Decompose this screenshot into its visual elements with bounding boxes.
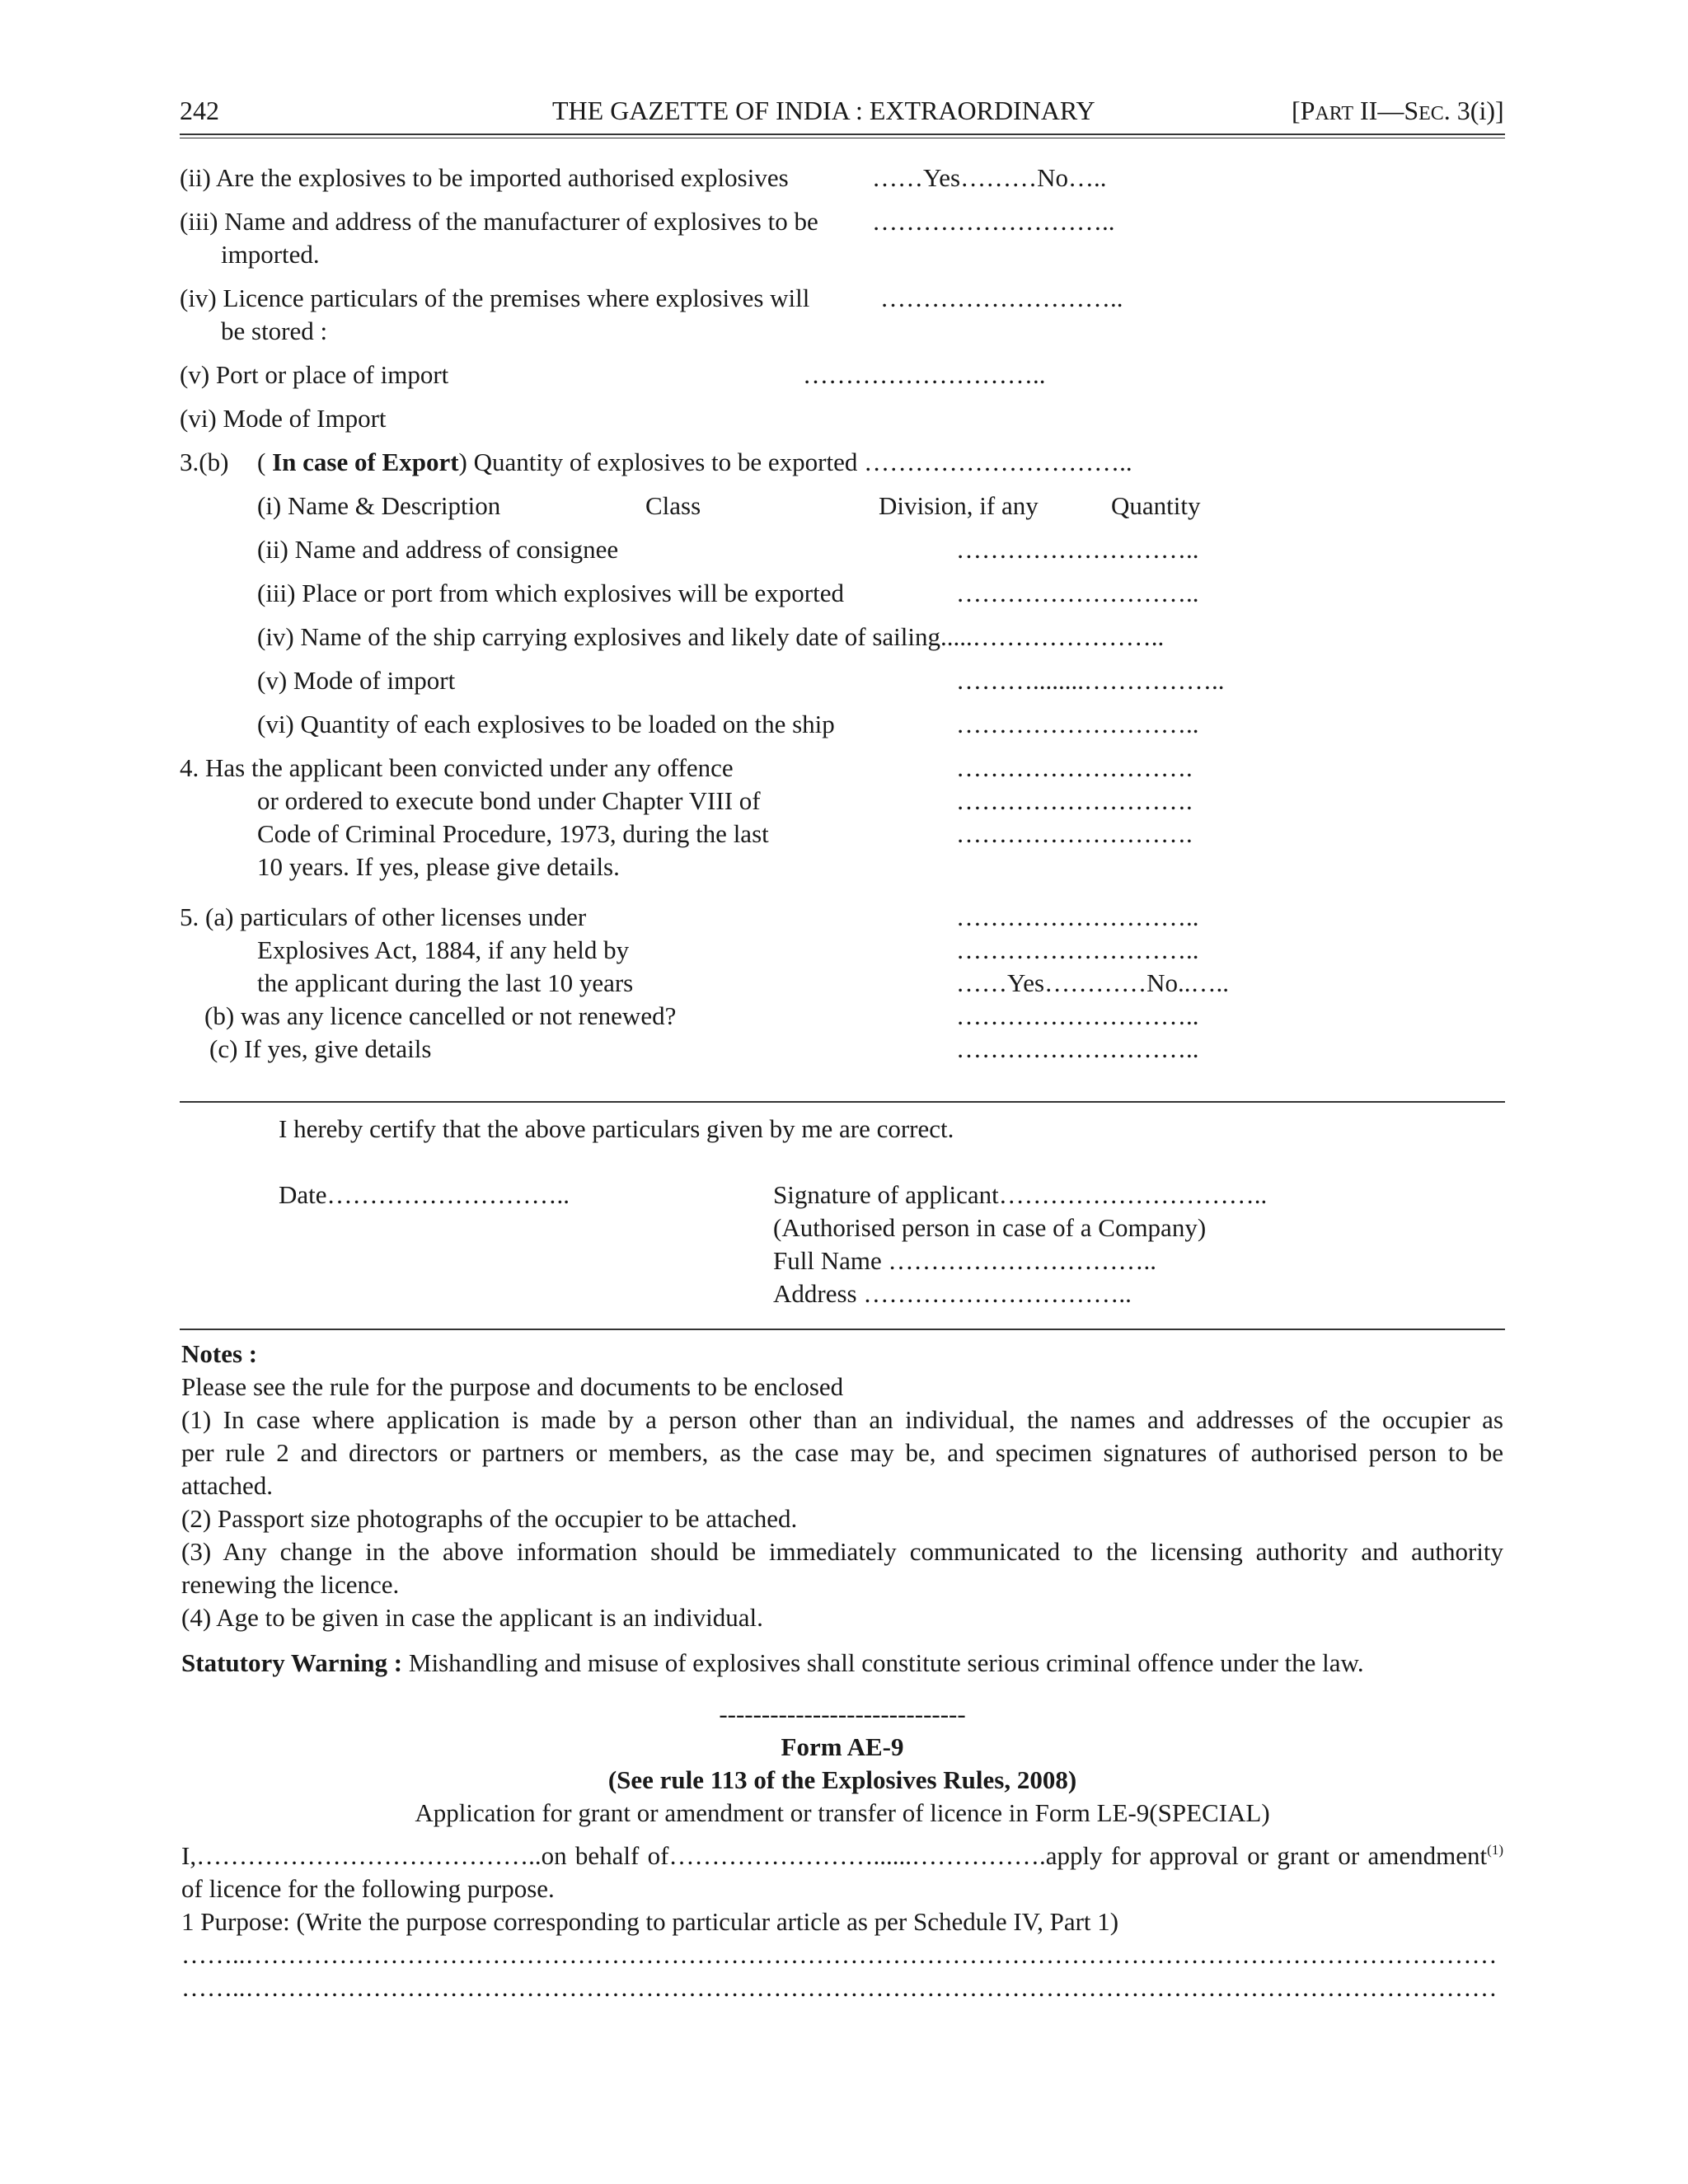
notes-heading: Notes :: [181, 1339, 258, 1368]
q5-value-5: ………………………..: [956, 1034, 1199, 1063]
export-q2-label: (ii) Name and address of consignee: [257, 535, 619, 564]
gazette-title: THE GAZETTE OF INDIA : EXTRAORDINARY: [552, 96, 1095, 125]
q4-line-3: Code of Criminal Procedure, 1973, during the last: [257, 819, 769, 848]
export-q6-value: ………………………..: [956, 710, 1199, 738]
form-dotted-line-1: ……..…………………………………………………………………………………………………………………………………: [181, 1940, 1498, 1969]
import-q3-value: ………………………..: [872, 207, 1115, 236]
export-number: 3.(b): [180, 448, 229, 476]
import-q2-value: ……Yes………No…..: [872, 163, 1107, 192]
q5-line-5: (c) If yes, give details: [209, 1034, 432, 1063]
import-q5-label: (v) Port or place of import: [180, 360, 449, 389]
form-subtitle: (See rule 113 of the Explosives Rules, 2008): [607, 1765, 1077, 1794]
export-q5-label: (v) Mode of import: [257, 666, 456, 695]
export-q6-label: (vi) Quantity of each explosives to be loaded on the ship: [257, 710, 835, 738]
form-purpose: 1 Purpose: (Write the purpose corresponding to particular article as per Schedule IV, Part 1): [181, 1907, 1119, 1936]
import-q3-label-cont: imported.: [221, 240, 320, 269]
import-q5-value: ………………………..: [803, 360, 1046, 389]
export-col-name: (i) Name & Description: [257, 491, 501, 520]
certification-signature: Signature of applicant…………………………..: [773, 1180, 1268, 1209]
import-q4-value: ………………………..: [880, 284, 1123, 312]
export-q5-value: ………........……………..: [956, 666, 1225, 695]
import-q2-label: (ii) Are the explosives to be imported authorised explosives: [180, 163, 789, 192]
notes-line-1c: attached.: [181, 1471, 274, 1500]
notes-line-0: Please see the rule for the purpose and documents to be enclosed: [181, 1372, 844, 1401]
notes-line-2: (2) Passport size photographs of the occupier to be attached.: [181, 1504, 798, 1533]
form-applicant-line: I,…………………………………..on behalf of……………………......…………….apply for approval or grant or amendment$^{(1)}$: [181, 1841, 1503, 1870]
certification-date: Date………………………..: [279, 1180, 570, 1209]
notes-rule-top: [180, 1329, 1505, 1330]
q5-line-3: the applicant during the last 10 years: [257, 968, 634, 997]
q4-line-2: or ordered to execute bond under Chapter VIII of: [257, 786, 761, 815]
form-dotted-line-2: ……..…………………………………………………………………………………………………………………………………: [181, 1973, 1498, 2002]
q5-line-4: (b) was any licence cancelled or not renewed?: [204, 1001, 677, 1030]
export-col-class: Class: [645, 491, 701, 520]
notes-line-3b: renewing the licence.: [181, 1570, 400, 1599]
notes-line-3a: (3) Any change in the above information should be immediately communicated to the licensing authority and authority: [181, 1537, 1503, 1566]
form-separator: -----------------------------: [719, 1699, 966, 1728]
q4-line-4: 10 years. If yes, please give details.: [257, 852, 620, 881]
export-q3-value: ………………………..: [956, 579, 1199, 607]
certification-statement: I hereby certify that the above particulars given by me are correct.: [279, 1114, 954, 1143]
form-title: Form AE-9: [781, 1732, 904, 1761]
import-q6-label: (vi) Mode of Import: [180, 404, 387, 433]
q5-value-1: ………………………..: [956, 902, 1199, 931]
q5-value-4: ………………………..: [956, 1001, 1199, 1030]
part-section-label: [PART II—SEC. 3(i)]: [1292, 96, 1504, 125]
notes-line-1b: per rule 2 and directors or partners or members, as the case may be, and specimen signatures of authorised person to be: [181, 1438, 1503, 1467]
certification-authorised: (Authorised person in case of a Company): [773, 1213, 1207, 1242]
page-number: 242: [180, 96, 219, 125]
certification-address: Address …………………………..: [773, 1279, 1132, 1308]
header-rule-top: [180, 134, 1505, 135]
form-applicant-line-cont: of licence for the following purpose.: [181, 1874, 555, 1903]
export-col-quantity: Quantity: [1111, 491, 1201, 520]
export-q3-label: (iii) Place or port from which explosives will be exported: [257, 579, 844, 607]
export-heading: ( In case of Export) Quantity of explosives to be exported …………………………..: [257, 448, 1132, 476]
q5-line-2: Explosives Act, 1884, if any held by: [257, 935, 630, 964]
q4-value-2: ……………………….: [956, 786, 1193, 815]
export-q2-value: ………………………..: [956, 535, 1199, 564]
q5-line-1: 5. (a) particulars of other licenses under: [180, 902, 587, 931]
import-q4-label-cont: be stored :: [221, 316, 328, 345]
statutory-warning: Statutory Warning : Mishandling and misuse of explosives shall constitute serious criminal offence under the law.: [181, 1648, 1364, 1677]
notes-line-4: (4) Age to be given in case the applicant is an individual.: [181, 1603, 763, 1632]
import-q4-label: (iv) Licence particulars of the premises where explosives will: [180, 284, 810, 312]
q4-line-1: 4. Has the applicant been convicted under any offence: [180, 753, 734, 782]
form-description: Application for grant or amendment or transfer of licence in Form LE-9(SPECIAL): [415, 1798, 1270, 1827]
q4-value-3: ……………………….: [956, 819, 1193, 848]
q4-value-1: ……………………….: [956, 753, 1193, 782]
export-col-division: Division, if any: [879, 491, 1039, 520]
import-q3-label: (iii) Name and address of the manufacturer of explosives to be: [180, 207, 818, 236]
export-q4-label: (iv) Name of the ship carrying explosives and likely date of sailing.....…………………..: [257, 622, 1165, 651]
q5-value-2: ………………………..: [956, 935, 1199, 964]
q5-value-3: ……Yes…………No..…..: [956, 968, 1229, 997]
certification-full-name: Full Name …………………………..: [773, 1246, 1156, 1275]
certification-rule-top: [180, 1101, 1505, 1103]
notes-line-1a: (1) In case where application is made by a person other than an individual, the names and addresses of the occupier as: [181, 1405, 1503, 1434]
